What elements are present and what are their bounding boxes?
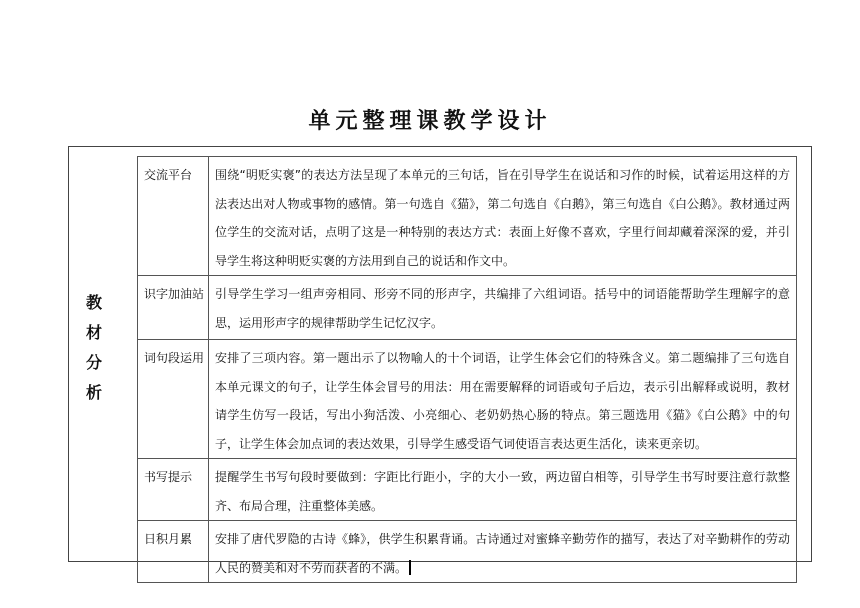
row-text[interactable]: 安排了三项内容。第一题出示了以物喻人的十个词语，让学生体会它们的特殊含义。第二题编排了三句选自本单元课文的句子，让学生体会冒号的用法：用在需要解释的词语或句子后边，表示引出解释或说明，教材请学生仿写一段话，写出小狗活泼、小亮细心、老奶奶热心肠的特点。第三题选用《猫》《白公鹅》中的句子，让学生体会加点词的表达效果，引导学生感受语气词使语言表达更生活化，读来更亲切。 [209,340,797,459]
page-title: 单元整理课教学设计 [308,109,552,134]
table-row [138,459,797,521]
row-label: 交流平台 [138,157,209,276]
row-label: 书写提示 [138,459,209,521]
table-row [138,340,797,459]
row-text[interactable] [209,521,797,583]
section-label-cell [68,146,118,562]
row-text-content: 安排了唐代罗隐的古诗《蜂》，供学生积累背诵。古诗通过对蜜蜂辛勤劳作的描写，表达了对辛勤耕作的劳动人民的赞美和对不劳而获者的不满。 [215,532,790,575]
table-row [138,276,797,340]
row-text[interactable]: 围绕“明贬实褒”的表达方法呈现了本单元的三句话，旨在引导学生在说话和习作的时候，试着运用这样的方法表达出对人物或事物的感情。第一句选自《猫》，第二句选自《白鹅》，第三句选自《白公鹅》。教材通过两位学生的交流对话，点明了这是一种特别的表达方式：表面上好像不喜欢，字里行间却藏着深深的爱，并引导学生将这种明贬实褒的方法用到自己的说话和作文中。 [209,157,797,276]
row-label: 识字加油站 [138,276,209,340]
table-row [138,157,797,276]
content-table [137,156,797,583]
section-label: 教材分析 [83,294,103,414]
row-text[interactable]: 引导学生学习一组声旁相同、形旁不同的形声字，共编排了六组词语。括号中的词语能帮助学生理解字的意思，运用形声字的规律帮助学生记忆汉字。 [209,276,797,340]
text-cursor [409,560,411,575]
row-label: 日积月累 [138,521,209,583]
row-text[interactable]: 提醒学生书写句段时要做到：字距比行距小，字的大小一致，两边留白相等，引导学生书写时要注意行款整齐、布局合理，注重整体美感。 [209,459,797,521]
table-row [138,521,797,583]
row-label: 词句段运用 [138,340,209,459]
